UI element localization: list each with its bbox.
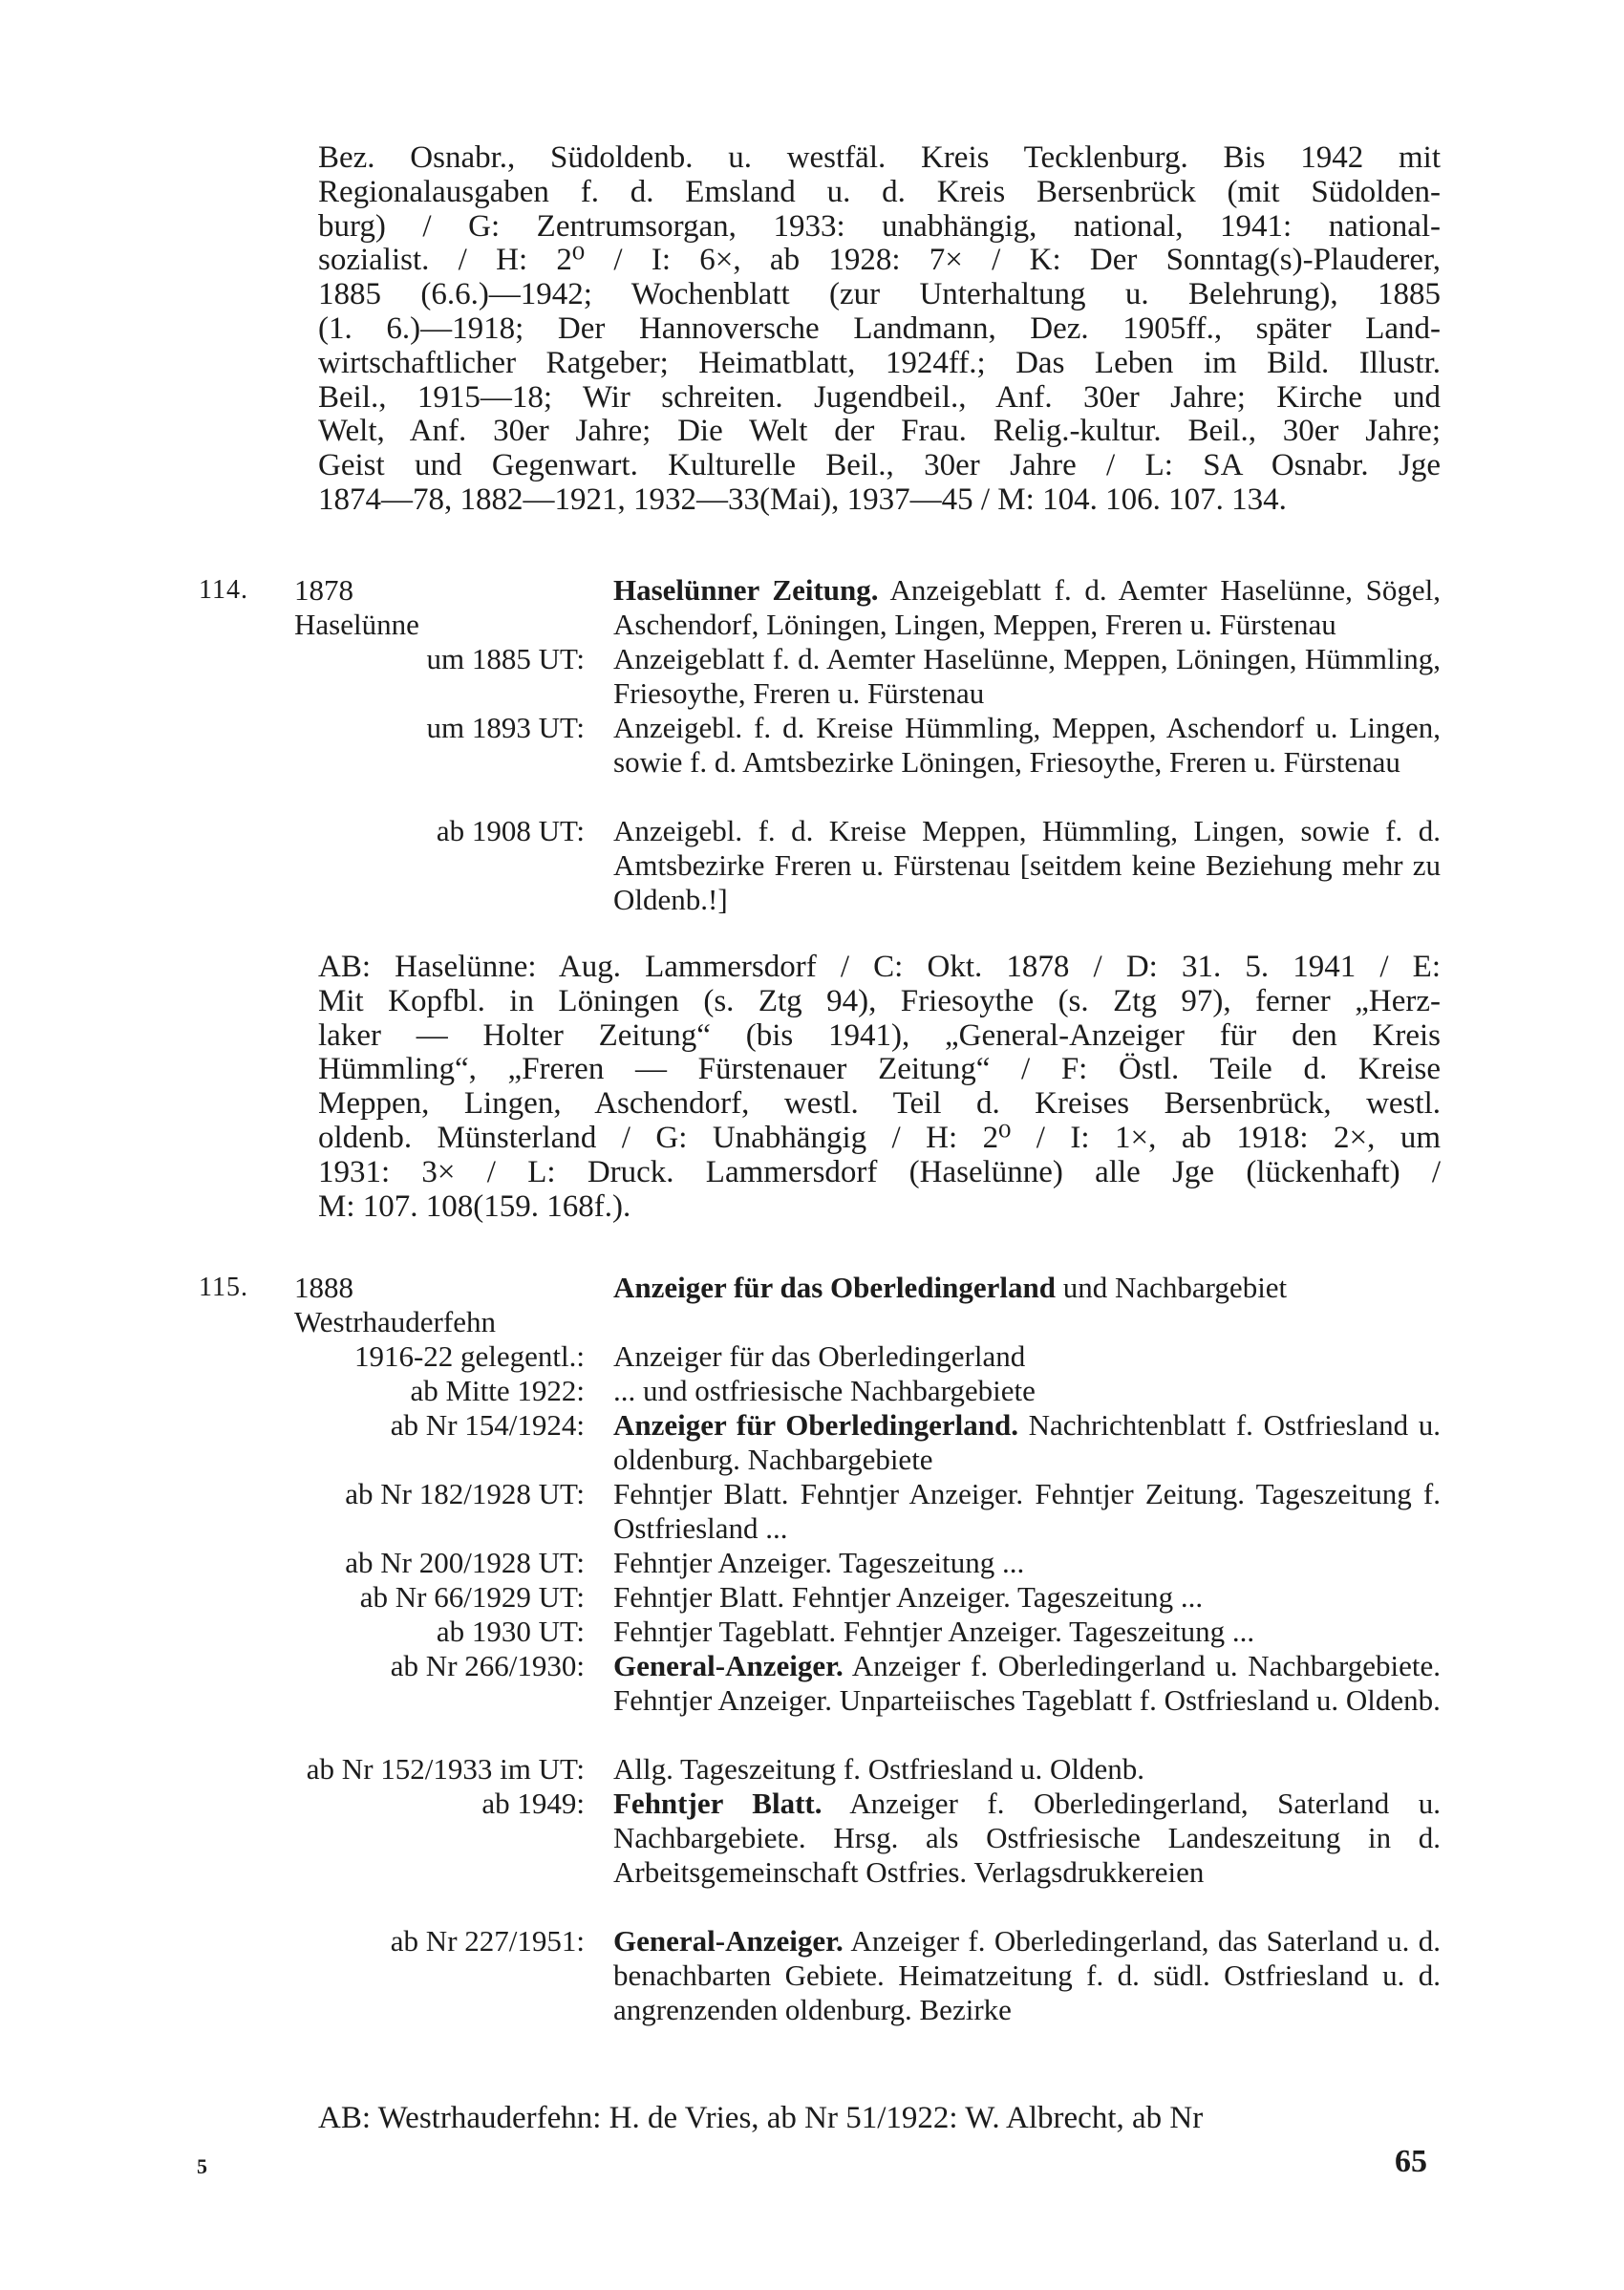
row-date-label: ab Nr 266/1930: [390,1649,585,1682]
row-date-label: ab 1908 UT: [436,814,585,847]
row-title-text: Fehntjer Anzeiger. Tageszeitung ... [613,1546,1025,1579]
row-title-rest: Anzeiger f. Oberledingerland, das Saterland u. d. benachbarten Gebiete. Heimatzeitung f. d. südl. Ostfriesland u. d. angrenzenden oldenburg. Bezirke [613,1924,1441,2026]
text-line: Bez. Osnabr., Südoldenb. u. westfäl. Kreis Tecklenburg. Bis 1942 mit [318,140,1441,175]
entry-115-year: 1888 [294,1271,353,1304]
text-line: 1885 (6.6.)—1942; Wochenblatt (zur Unterhaltung u. Belehrung), 1885 [318,277,1441,312]
row-title-text: ... und ostfriesische Nachbargebiete [613,1374,1036,1407]
row-date-label: um 1885 UT: [426,642,585,675]
row-title-text: Anzeigebl. f. d. Kreise Hümmling, Meppen, Aschendorf u. Lingen, sowie f. d. Amtsbezirke Löningen, Friesoythe, Freren u. Fürstenau [613,711,1441,779]
signature-mark: 5 [197,2154,207,2178]
row-date-label: 1916-22 gelegentl.: [353,1339,585,1373]
text-line: 1874—78, 1882—1921, 1932—33(Mai), 1937—45 / M: 104. 106. 107. 134. [318,482,1287,517]
entry-115-title-text [613,1271,1441,1305]
text-line: Beil., 1915—18; Wir schreiten. Jugendbeil., Anf. 30er Jahre; Kirche und [318,379,1441,415]
row-title-bold: Anzeiger für Oberledingerland. [613,1408,1018,1442]
text-line: sozialist. / H: 2⁰ / I: 6×, ab 1928: 7× / K: Der Sonntag(s)-Plauderer, [318,243,1441,278]
entry-115-details: AB: Westrhauderfehn: H. de Vries, ab Nr 51/1922: W. Albrecht, ab Nr [318,2101,1204,2135]
row-date-label: ab Nr 227/1951: [390,1924,585,1958]
continuation-paragraph [318,141,1441,518]
row-title-rest: Anzeiger f. Oberledingerland u. Nachbargebiete. Fehntjer Anzeiger. Unparteiisches Tageblatt f. Ostfriesland u. Oldenb. [613,1649,1441,1717]
text-line: Regionalausgaben f. d. Emsland u. d. Kreis Bersenbrück (mit Südolden- [318,174,1441,209]
text-line: 1931: 3× / L: Druck. Lammersdorf (Haselünne) alle Jge (lückenhaft) / [318,1154,1441,1189]
text-line: oldenb. Münsterland / G: Unabhängig / H: 2⁰ / I: 1×, ab 1918: 2×, um [318,1120,1441,1155]
text-line: Meppen, Lingen, Aschendorf, westl. Teil d. Kreises Bersenbrück, westl. [318,1086,1441,1122]
entry-114-number: 114. [199,575,248,605]
row-date-label: ab Nr 66/1929 UT: [359,1580,585,1614]
row-title-text [613,1787,1441,1889]
entry-115-title: Anzeiger für das Oberledingerland [613,1271,1056,1304]
row-title-text: Fehntjer Blatt. Fehntjer Anzeiger. Tageszeitung ... [613,1580,1204,1614]
row-date-label: ab 1949: [481,1787,585,1820]
row-title-text: Fehntjer Blatt. Fehntjer Anzeiger. Fehntjer Zeitung. Tageszeitung f. Ostfriesland ... [613,1477,1441,1545]
row-title-bold: General-Anzeiger. [613,1649,844,1682]
page-number: 65 [1395,2144,1427,2179]
row-title-rest: Nachrichtenblatt f. Ostfriesland u. oldenburg. Nachbargebiete [613,1408,1441,1476]
entry-115-number: 115. [199,1273,248,1302]
row-title-text [613,1408,1441,1477]
row-title-text [613,1649,1441,1718]
row-title-text: Fehntjer Tageblatt. Fehntjer Anzeiger. Tageszeitung ... [613,1615,1255,1648]
entry-114-year: 1878 [294,573,353,607]
row-date-label: ab Nr 182/1928 UT: [345,1477,585,1510]
text-line: AB: Haselünne: Aug. Lammersdorf / C: Okt. 1878 / D: 31. 5. 1941 / E: [318,950,1441,984]
row-date-label: um 1893 UT: [426,711,585,744]
row-date-label: ab 1930 UT: [436,1615,585,1648]
text-line: Hümmling“, „Freren — Fürstenauer Zeitung“ / F: Östl. Teile d. Kreise [318,1052,1441,1087]
row-date-label: ab Nr 152/1933 im UT: [306,1752,585,1786]
entry-114-details [318,951,1441,1224]
text-line: (1. 6.)—1918; Der Hannoversche Landmann, Dez. 1905ff., später Land- [318,310,1441,346]
text-line: M: 107. 108(159. 168f.). [318,1188,631,1224]
text-line: burg) / G: Zentrumsorgan, 1933: unabhängig, national, 1941: national- [318,208,1441,244]
text-line: wirtschaftlicher Ratgeber; Heimatblatt, 1924ff.; Das Leben im Bild. Illustr. [318,345,1441,380]
entry-115-place: Westrhauderfehn [294,1305,496,1338]
row-title-bold: Fehntjer Blatt. [613,1787,823,1820]
row-date-label: ab Nr 154/1924: [390,1408,585,1442]
text-line: laker — Holter Zeitung“ (bis 1941), „General-Anzeiger für den Kreis [318,1017,1441,1053]
text-line: Mit Kopfbl. in Löningen (s. Ztg 94), Friesoythe (s. Ztg 97), ferner „Herz- [318,983,1441,1018]
row-title-rest: Anzeiger f. Oberledingerland, Saterland u. Nachbargebiete. Hrsg. als Ostfriesische Landeszeitung in d. Arbeitsgemeinschaft Ostfries. Verlagsdrukkereien [613,1787,1441,1889]
row-title-text: Allg. Tageszeitung f. Ostfriesland u. Oldenb. [613,1752,1145,1786]
row-title-text: Anzeigebl. f. d. Kreise Meppen, Hümmling, Lingen, sowie f. d. Amtsbezirke Freren u. Fürstenau [seitdem keine Beziehung mehr zu Oldenb.!] [613,814,1441,916]
entry-114-place: Haselünne [294,608,419,641]
row-date-label: ab Nr 200/1928 UT: [345,1546,585,1579]
text-line: Welt, Anf. 30er Jahre; Die Welt der Frau. Relig.-kultur. Beil., 30er Jahre; [318,414,1441,449]
entry-114-subtitle: Anzeigeblatt f. d. Aemter Haselünne, Sögel, Aschendorf, Löningen, Lingen, Meppen, Freren u. Fürstenau [613,573,1441,641]
row-title-text: Anzeigeblatt f. d. Aemter Haselünne, Meppen, Löningen, Hümmling, Friesoythe, Freren u. Fürstenau [613,642,1441,710]
row-title-text [613,573,1441,642]
row-date-label: ab Mitte 1922: [410,1374,585,1407]
entry-114-title: Haselünner Zeitung. [613,573,879,607]
row-title-text: Anzeiger für das Oberledingerland [613,1339,1026,1373]
row-title-text [613,1924,1441,2026]
entry-115-title-rest: und Nachbargebiet [1056,1271,1288,1304]
row-title-bold: General-Anzeiger. [613,1924,844,1958]
text-line: Geist und Gegenwart. Kulturelle Beil., 30er Jahre / L: SA Osnabr. Jge [318,448,1441,483]
